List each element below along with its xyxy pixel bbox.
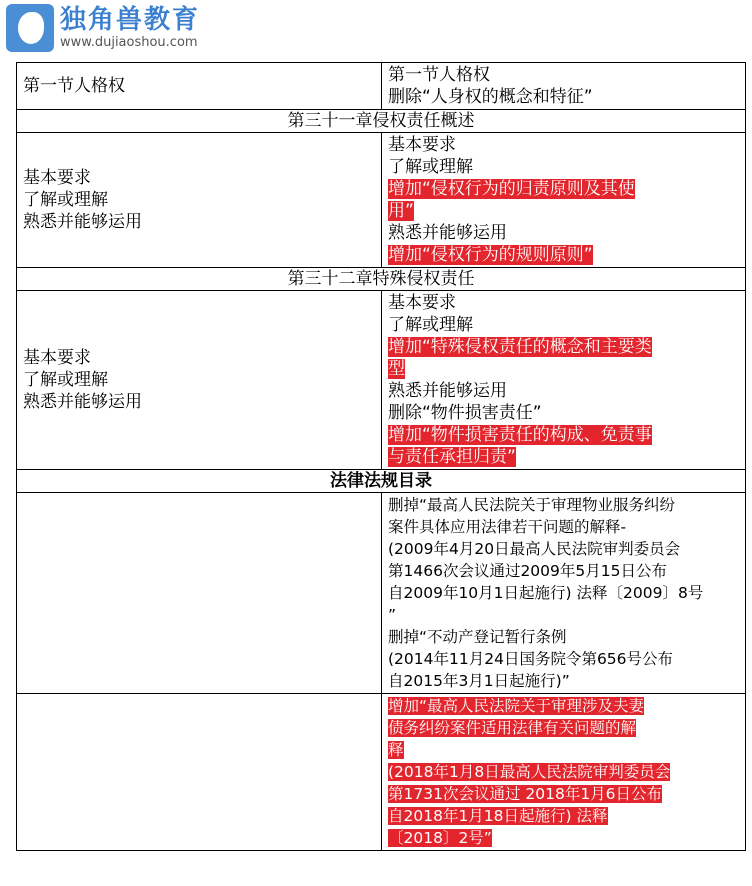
added-text: 增加“特殊侵权责任的概念和主要类: [388, 337, 652, 357]
section-header-row: [17, 110, 746, 133]
added-text: (2018年1月8日最高人民法院审判委员会: [388, 763, 671, 781]
added-text: 型: [388, 359, 405, 379]
added-text: 与责任承担归责”: [388, 447, 516, 467]
cell-line: 了解或理解: [388, 157, 473, 177]
table-row: [17, 694, 746, 851]
table-row: [17, 493, 746, 694]
section-header: 第三十二章特殊侵权责任: [17, 268, 746, 291]
table-row: [17, 133, 746, 268]
cell-line: 自2015年3月1日起施行)”: [388, 672, 570, 690]
cell-line: 基本要求: [388, 135, 456, 155]
revision-table: [16, 62, 746, 851]
old-syllabus-cell: [17, 493, 382, 694]
cell-line: (2014年11月24日国务院令第656号公布: [388, 650, 674, 668]
cell-line: 第1466次会议通过2009年5月15日公布: [388, 562, 667, 580]
unicorn-logo-icon: [6, 4, 54, 52]
new-syllabus-cell: [382, 694, 746, 851]
old-syllabus-cell: [17, 133, 382, 268]
added-text: 增加“侵权行为的规则原则”: [388, 245, 593, 265]
cell-line: 基本要求: [23, 348, 91, 368]
cell-line: 熟悉并能够运用: [388, 381, 507, 401]
old-syllabus-cell: [17, 63, 382, 110]
cell-line: 案件具体应用法律若干问题的解释-: [388, 518, 627, 536]
section-header: 法律法规目录: [17, 470, 746, 493]
cell-line: 基本要求: [388, 293, 456, 313]
new-syllabus-cell: [382, 133, 746, 268]
added-text: 增加“物件损害责任的构成、免责事: [388, 425, 652, 445]
added-text: 增加“侵权行为的归责原则及其使: [388, 179, 635, 199]
cell-line: 了解或理解: [23, 370, 108, 390]
logo-url: www.dujiaoshou.com: [60, 35, 198, 50]
cell-line: 删除“物件损害责任”: [388, 403, 542, 423]
table-row: [17, 291, 746, 470]
added-text: 增加“最高人民法院关于审理涉及夫妻: [388, 697, 645, 715]
cell-line: 删掉“最高人民法院关于审理物业服务纠纷: [388, 496, 676, 514]
added-text: 债务纠纷案件适用法律有关问题的解: [388, 719, 637, 737]
logo-name: 独角兽教育: [60, 5, 201, 35]
added-text: 自2018年1月18日起施行) 法释: [388, 807, 608, 825]
added-text: 释: [388, 741, 404, 759]
cell-line: 熟悉并能够运用: [23, 212, 142, 232]
table-row: [17, 63, 746, 110]
new-syllabus-cell: [382, 291, 746, 470]
cell-line: 第一节人格权: [388, 65, 490, 85]
added-text: 第1731次会议通过 2018年1月6日公布: [388, 785, 663, 803]
added-text: 用”: [388, 201, 414, 221]
old-syllabus-cell: [17, 694, 382, 851]
new-syllabus-cell: [382, 493, 746, 694]
cell-line: 熟悉并能够运用: [388, 223, 507, 243]
cell-line: ”: [388, 606, 397, 624]
cell-line: 了解或理解: [388, 315, 473, 335]
new-syllabus-cell: [382, 63, 746, 110]
cell-line: 删除“人身权的概念和特征”: [388, 87, 593, 107]
logo: [6, 4, 200, 52]
section-header-row: [17, 470, 746, 493]
cell-line: 熟悉并能够运用: [23, 392, 142, 412]
section-header: 第三十一章侵权责任概述: [17, 110, 746, 133]
cell-line: 删掉“不动产登记暂行条例: [388, 628, 567, 646]
cell-line: 第一节人格权: [23, 76, 125, 96]
cell-line: 了解或理解: [23, 190, 108, 210]
cell-line: 自2009年10月1日起施行) 法释〔2009〕8号: [388, 584, 704, 602]
cell-line: 基本要求: [23, 168, 91, 188]
cell-line: (2009年4月20日最高人民法院审判委员会: [388, 540, 681, 558]
added-text: 〔2018〕2号”: [388, 829, 492, 847]
section-header-row: [17, 268, 746, 291]
old-syllabus-cell: [17, 291, 382, 470]
